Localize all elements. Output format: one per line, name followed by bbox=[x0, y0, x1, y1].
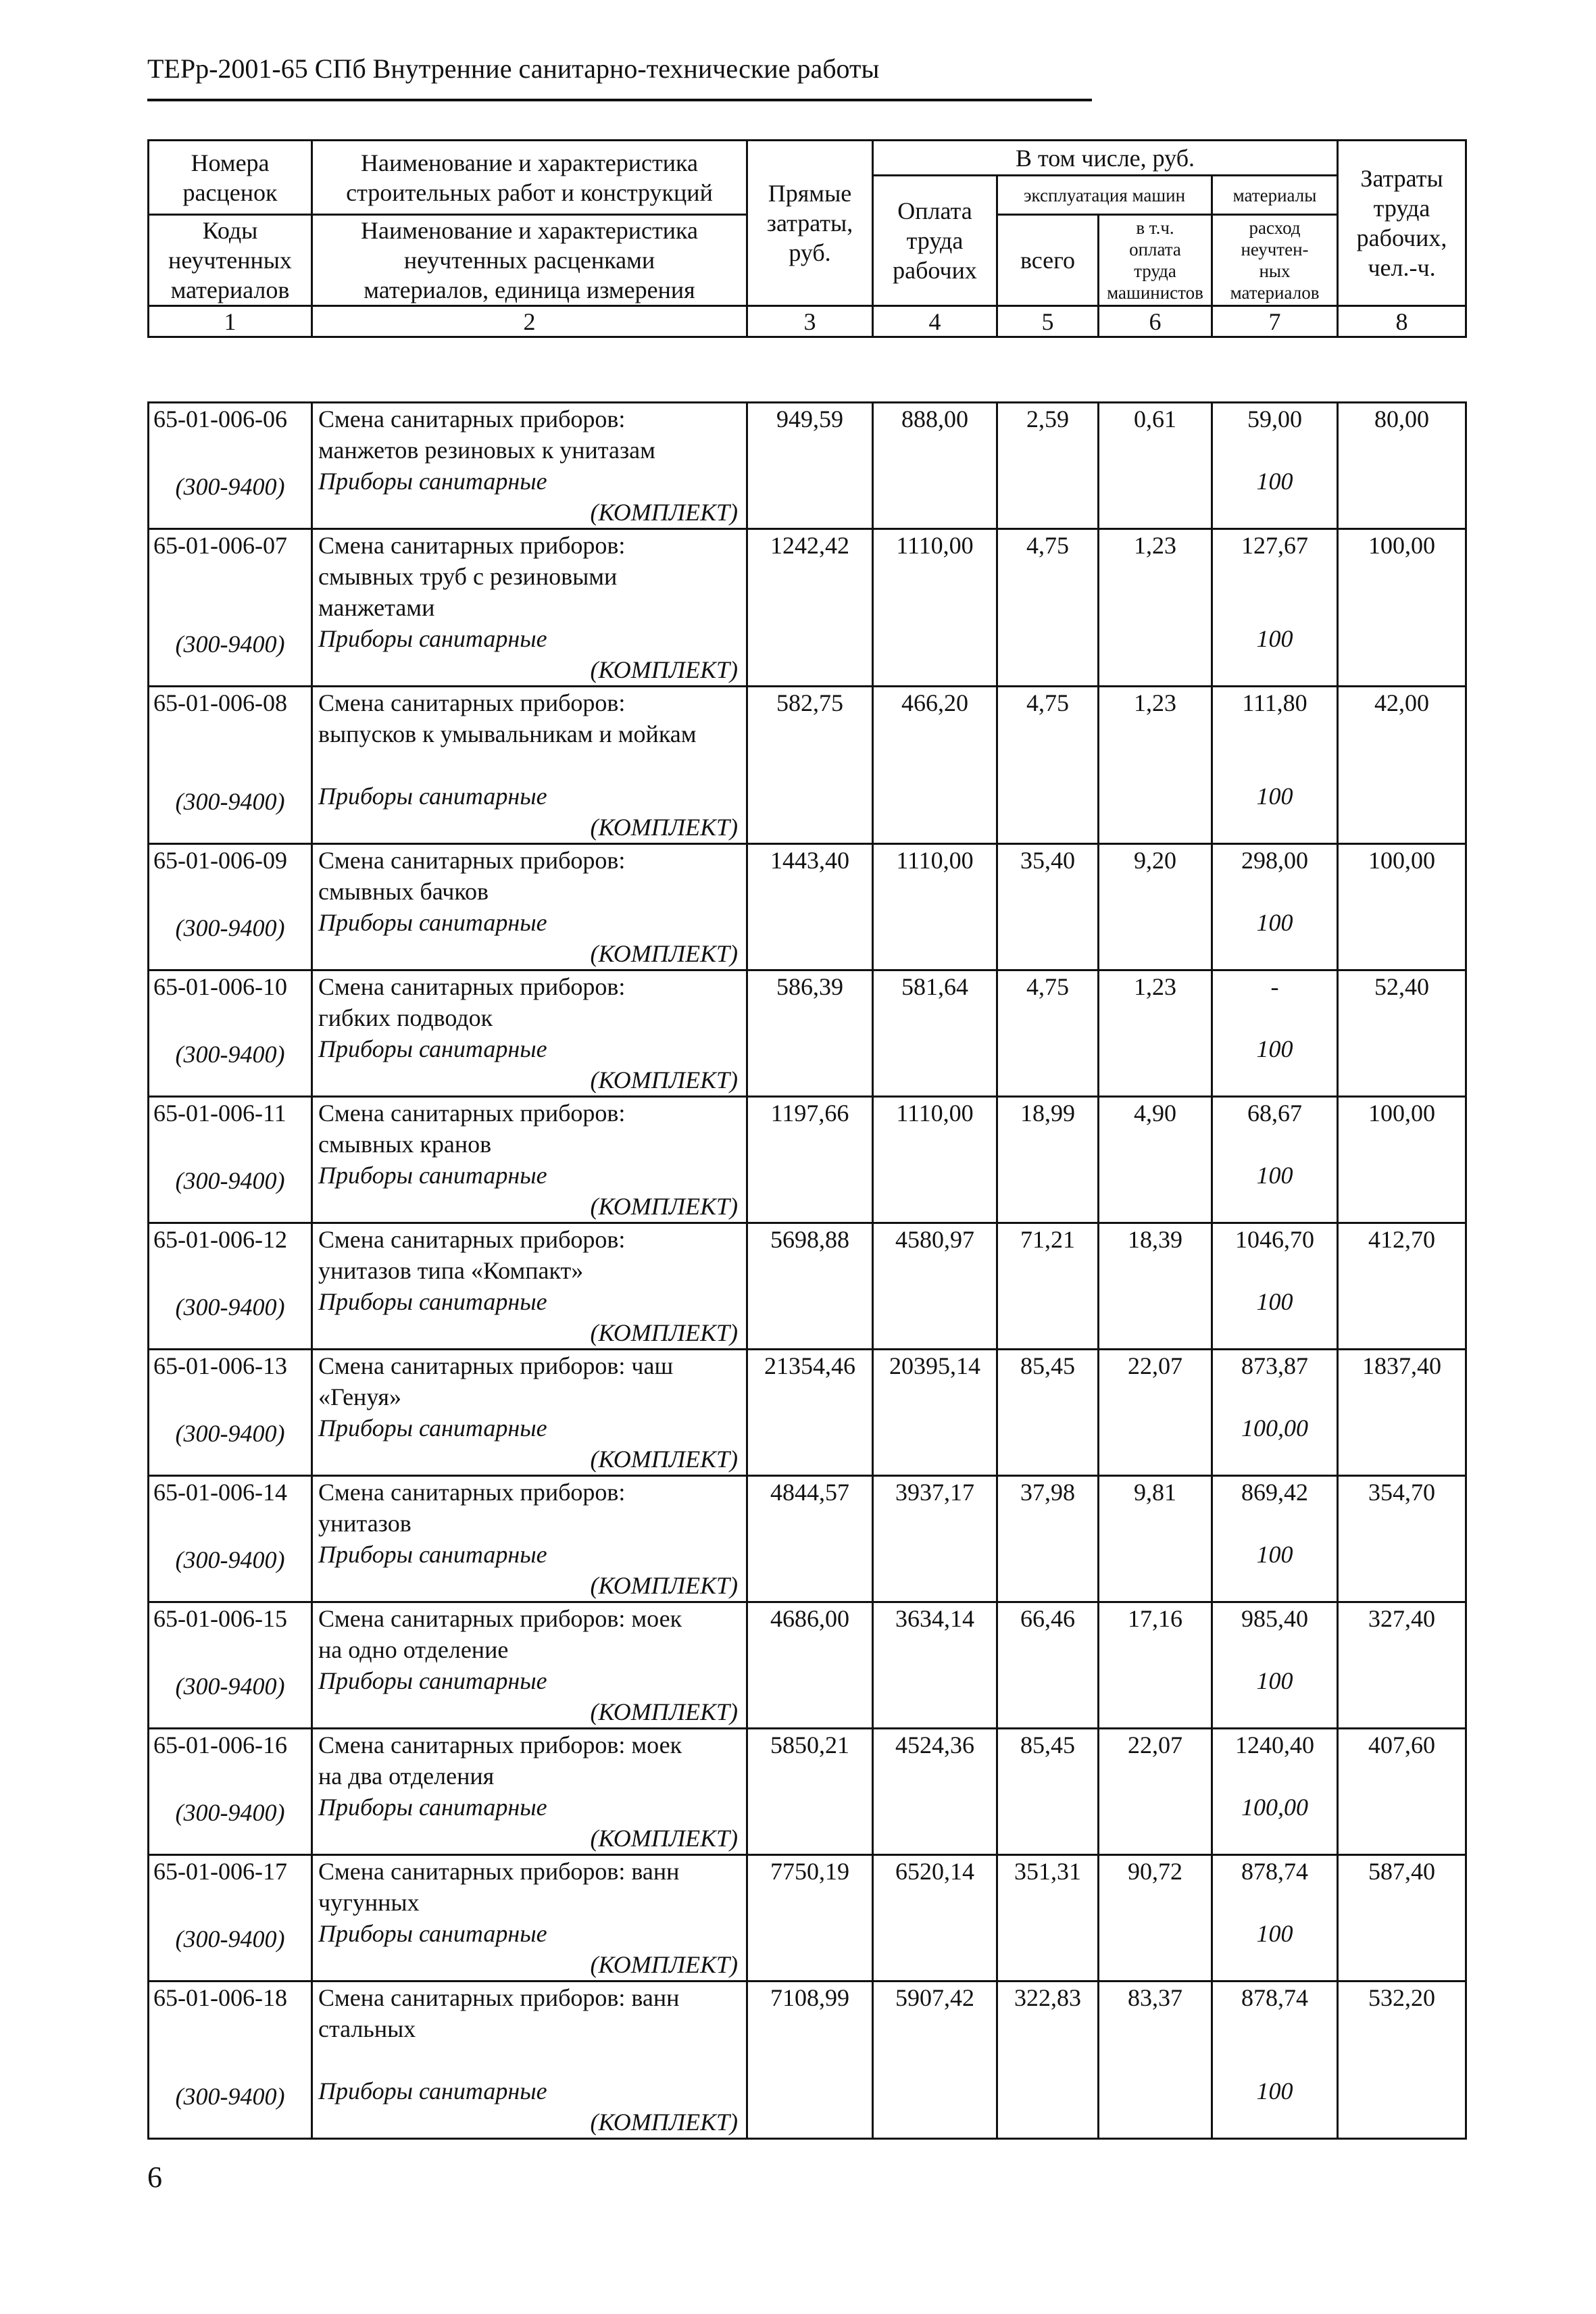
operator-pay: 1,23 bbox=[1099, 970, 1212, 1097]
material-code: (300-9400) bbox=[175, 1041, 285, 1068]
material-code: (300-9400) bbox=[175, 914, 285, 941]
materials-cell bbox=[1212, 1729, 1338, 1855]
work-description-line: «Генуя» bbox=[318, 1383, 401, 1410]
header-machines-total: всего bbox=[997, 215, 1099, 306]
material-quantity: 100 bbox=[1256, 1288, 1293, 1315]
material-name: Приборы санитарные bbox=[318, 1794, 547, 1821]
materials-cost: 878,74 bbox=[1241, 1858, 1308, 1885]
labor-hours: 354,70 bbox=[1338, 1476, 1466, 1602]
rate-code-cell bbox=[149, 1097, 312, 1223]
material-unit: (КОМПЛЕКТ) bbox=[590, 1193, 738, 1220]
material-quantity: 100 bbox=[1256, 468, 1293, 495]
materials-cell bbox=[1212, 1855, 1338, 1981]
operator-pay: 22,07 bbox=[1099, 1350, 1212, 1476]
description-cell bbox=[312, 1855, 747, 1981]
materials-cost: 1046,70 bbox=[1235, 1226, 1314, 1253]
header-rule bbox=[147, 99, 1092, 101]
material-quantity: 100 bbox=[1256, 1541, 1293, 1568]
rate-code-cell bbox=[149, 529, 312, 687]
rate-code: 65-01-006-06 bbox=[153, 405, 287, 433]
column-number: 8 bbox=[1338, 306, 1466, 337]
work-description-line: смывных бачков bbox=[318, 878, 489, 905]
header-column-numbers bbox=[149, 306, 1466, 337]
machines-total: 66,46 bbox=[997, 1602, 1099, 1729]
rate-code-cell bbox=[149, 1602, 312, 1729]
material-code: (300-9400) bbox=[175, 631, 285, 658]
worker-pay: 4580,97 bbox=[873, 1223, 997, 1350]
operator-pay: 83,37 bbox=[1099, 1981, 1212, 2139]
materials-cost: 878,74 bbox=[1241, 1984, 1308, 2011]
labor-hours: 327,40 bbox=[1338, 1602, 1466, 1729]
rate-code: 65-01-006-16 bbox=[153, 1731, 287, 1758]
work-description-line: смывных труб с резиновыми bbox=[318, 563, 618, 590]
work-description-line: выпусков к умывальникам и мойкам bbox=[318, 720, 697, 747]
material-quantity: 100 bbox=[1256, 1035, 1293, 1062]
work-description-line: Смена санитарных приборов: моек bbox=[318, 1605, 682, 1632]
labor-hours: 100,00 bbox=[1338, 844, 1466, 970]
column-number: 7 bbox=[1212, 306, 1338, 337]
material-quantity: 100 bbox=[1256, 625, 1293, 652]
material-code: (300-9400) bbox=[175, 1673, 285, 1700]
rate-code-cell bbox=[149, 1855, 312, 1981]
materials-cost: 1240,40 bbox=[1235, 1731, 1314, 1758]
material-unit: (КОМПЛЕКТ) bbox=[590, 499, 738, 526]
materials-cell bbox=[1212, 1097, 1338, 1223]
description-cell bbox=[312, 970, 747, 1097]
material-code: (300-9400) bbox=[175, 2083, 285, 2110]
column-number: 2 bbox=[312, 306, 747, 337]
header-labor-hours: Затраты труда рабочих, чел.-ч. bbox=[1338, 141, 1466, 306]
material-name: Приборы санитарные bbox=[318, 1414, 547, 1442]
machines-total: 85,45 bbox=[997, 1729, 1099, 1855]
header-including: В том числе, руб. bbox=[873, 141, 1338, 176]
work-description-line: Смена санитарных приборов: моек bbox=[318, 1731, 682, 1758]
column-number: 5 bbox=[997, 306, 1099, 337]
labor-hours: 80,00 bbox=[1338, 403, 1466, 529]
material-name: Приборы санитарные bbox=[318, 1162, 547, 1189]
worker-pay: 581,64 bbox=[873, 970, 997, 1097]
direct-costs: 7750,19 bbox=[747, 1855, 873, 1981]
table-row bbox=[149, 403, 1466, 529]
material-name: Приборы санитарные bbox=[318, 1541, 547, 1568]
work-description-line: Смена санитарных приборов: bbox=[318, 1479, 626, 1506]
header-rate-number: Номера расценок bbox=[149, 141, 312, 215]
material-unit: (КОМПЛЕКТ) bbox=[590, 1572, 738, 1599]
header-machines: эксплуатация машин bbox=[997, 176, 1212, 215]
material-unit: (КОМПЛЕКТ) bbox=[590, 814, 738, 841]
page-number: 6 bbox=[147, 2161, 162, 2194]
material-quantity: 100 bbox=[1256, 909, 1293, 936]
header-work-name: Наименование и характеристика строительных работ и конструкций bbox=[312, 141, 747, 215]
description-cell bbox=[312, 1981, 747, 2139]
header-material-codes: Коды неучтенных материалов bbox=[149, 215, 312, 306]
rate-code: 65-01-006-14 bbox=[153, 1479, 287, 1506]
material-name: Приборы санитарные bbox=[318, 2077, 547, 2104]
table-row bbox=[149, 1097, 1466, 1223]
rate-code: 65-01-006-09 bbox=[153, 847, 287, 874]
rate-code-cell bbox=[149, 844, 312, 970]
material-code: (300-9400) bbox=[175, 1294, 285, 1321]
table-row bbox=[149, 687, 1466, 844]
work-description-line: чугунных bbox=[318, 1889, 420, 1916]
materials-cell bbox=[1212, 687, 1338, 844]
material-unit: (КОМПЛЕКТ) bbox=[590, 1319, 738, 1346]
material-quantity: 100,00 bbox=[1241, 1794, 1308, 1821]
labor-hours: 532,20 bbox=[1338, 1981, 1466, 2139]
work-description-line: Смена санитарных приборов: bbox=[318, 847, 626, 874]
rate-code-cell bbox=[149, 970, 312, 1097]
machines-total: 4,75 bbox=[997, 687, 1099, 844]
operator-pay: 4,90 bbox=[1099, 1097, 1212, 1223]
work-description-line: Смена санитарных приборов: bbox=[318, 405, 626, 433]
direct-costs: 582,75 bbox=[747, 687, 873, 844]
header-material-consumption: расход неучтен- ных материалов bbox=[1212, 215, 1338, 306]
worker-pay: 3634,14 bbox=[873, 1602, 997, 1729]
operator-pay: 1,23 bbox=[1099, 687, 1212, 844]
labor-hours: 52,40 bbox=[1338, 970, 1466, 1097]
table-row bbox=[149, 1350, 1466, 1476]
material-name: Приборы санитарные bbox=[318, 625, 547, 652]
table-row bbox=[149, 529, 1466, 687]
description-cell bbox=[312, 1602, 747, 1729]
worker-pay: 1110,00 bbox=[873, 529, 997, 687]
materials-cost: 111,80 bbox=[1242, 689, 1307, 716]
table-row bbox=[149, 1729, 1466, 1855]
work-description-line: Смена санитарных приборов: bbox=[318, 689, 626, 716]
labor-hours: 42,00 bbox=[1338, 687, 1466, 844]
description-cell bbox=[312, 529, 747, 687]
work-description-line: манжетами bbox=[318, 594, 435, 621]
work-description-line: стальных bbox=[318, 2015, 416, 2042]
operator-pay: 0,61 bbox=[1099, 403, 1212, 529]
worker-pay: 1110,00 bbox=[873, 844, 997, 970]
materials-cost: 298,00 bbox=[1241, 847, 1308, 874]
material-name: Приборы санитарные bbox=[318, 1920, 547, 1947]
description-cell bbox=[312, 687, 747, 844]
machines-total: 35,40 bbox=[997, 844, 1099, 970]
rate-code: 65-01-006-15 bbox=[153, 1605, 287, 1632]
material-unit: (КОМПЛЕКТ) bbox=[590, 940, 738, 967]
material-quantity: 100 bbox=[1256, 2077, 1293, 2104]
material-name: Приборы санитарные bbox=[318, 468, 547, 495]
machines-total: 4,75 bbox=[997, 529, 1099, 687]
work-description-line: Смена санитарных приборов: bbox=[318, 1226, 626, 1253]
work-description-line: унитазов bbox=[318, 1510, 412, 1537]
operator-pay: 90,72 bbox=[1099, 1855, 1212, 1981]
rate-code: 65-01-006-18 bbox=[153, 1984, 287, 2011]
operator-pay: 9,81 bbox=[1099, 1476, 1212, 1602]
direct-costs: 1443,40 bbox=[747, 844, 873, 970]
material-unit: (КОМПЛЕКТ) bbox=[590, 2109, 738, 2136]
worker-pay: 3937,17 bbox=[873, 1476, 997, 1602]
labor-hours: 407,60 bbox=[1338, 1729, 1466, 1855]
work-description-line: на одно отделение bbox=[318, 1636, 509, 1663]
rate-code-cell bbox=[149, 1223, 312, 1350]
column-number: 6 bbox=[1099, 306, 1212, 337]
materials-cost: 127,67 bbox=[1241, 532, 1308, 559]
worker-pay: 4524,36 bbox=[873, 1729, 997, 1855]
work-description-line: манжетов резиновых к унитазам bbox=[318, 437, 655, 464]
materials-cell bbox=[1212, 403, 1338, 529]
operator-pay: 1,23 bbox=[1099, 529, 1212, 687]
work-description-line bbox=[318, 2044, 746, 2075]
worker-pay: 888,00 bbox=[873, 403, 997, 529]
materials-cost: 869,42 bbox=[1241, 1479, 1308, 1506]
labor-hours: 100,00 bbox=[1338, 1097, 1466, 1223]
header-operator-pay: в т.ч. оплата труда машинистов bbox=[1099, 215, 1212, 306]
worker-pay: 20395,14 bbox=[873, 1350, 997, 1476]
table-row bbox=[149, 1223, 1466, 1350]
materials-cell bbox=[1212, 529, 1338, 687]
material-unit: (КОМПЛЕКТ) bbox=[590, 1446, 738, 1473]
material-name: Приборы санитарные bbox=[318, 909, 547, 936]
material-quantity: 100,00 bbox=[1241, 1414, 1308, 1442]
materials-cost: 985,40 bbox=[1241, 1605, 1308, 1632]
rate-code: 65-01-006-11 bbox=[153, 1100, 286, 1127]
materials-cost: - bbox=[1270, 973, 1279, 1000]
machines-total: 71,21 bbox=[997, 1223, 1099, 1350]
rate-code: 65-01-006-13 bbox=[153, 1352, 287, 1379]
rate-code: 65-01-006-07 bbox=[153, 532, 287, 559]
direct-costs: 5698,88 bbox=[747, 1223, 873, 1350]
material-name: Приборы санитарные bbox=[318, 1667, 547, 1694]
header-worker-pay: Оплата труда рабочих bbox=[873, 176, 997, 306]
rate-code-cell bbox=[149, 687, 312, 844]
material-unit: (КОМПЛЕКТ) bbox=[590, 656, 738, 683]
machines-total: 2,59 bbox=[997, 403, 1099, 529]
worker-pay: 5907,42 bbox=[873, 1981, 997, 2139]
column-number: 4 bbox=[873, 306, 997, 337]
material-unit: (КОМПЛЕКТ) bbox=[590, 1951, 738, 1978]
rate-code-cell bbox=[149, 403, 312, 529]
rate-code-cell bbox=[149, 1981, 312, 2139]
operator-pay: 22,07 bbox=[1099, 1729, 1212, 1855]
material-name: Приборы санитарные bbox=[318, 1288, 547, 1315]
worker-pay: 1110,00 bbox=[873, 1097, 997, 1223]
work-description-line: унитазов типа «Компакт» bbox=[318, 1257, 584, 1284]
worker-pay: 466,20 bbox=[873, 687, 997, 844]
materials-cell bbox=[1212, 1350, 1338, 1476]
rate-code-cell bbox=[149, 1729, 312, 1855]
rates-table bbox=[147, 401, 1467, 2140]
table-row bbox=[149, 970, 1466, 1097]
table-row bbox=[149, 1602, 1466, 1729]
table-row bbox=[149, 844, 1466, 970]
material-code: (300-9400) bbox=[175, 788, 285, 815]
machines-total: 4,75 bbox=[997, 970, 1099, 1097]
materials-cost: 68,67 bbox=[1247, 1100, 1302, 1127]
material-code: (300-9400) bbox=[175, 1167, 285, 1194]
materials-cell bbox=[1212, 970, 1338, 1097]
worker-pay: 6520,14 bbox=[873, 1855, 997, 1981]
description-cell bbox=[312, 1350, 747, 1476]
material-quantity: 100 bbox=[1256, 1162, 1293, 1189]
work-description-line: Смена санитарных приборов: bbox=[318, 532, 626, 559]
table-row bbox=[149, 1855, 1466, 1981]
machines-total: 351,31 bbox=[997, 1855, 1099, 1981]
table-row bbox=[149, 1476, 1466, 1602]
labor-hours: 412,70 bbox=[1338, 1223, 1466, 1350]
direct-costs: 949,59 bbox=[747, 403, 873, 529]
material-unit: (КОМПЛЕКТ) bbox=[590, 1698, 738, 1725]
machines-total: 322,83 bbox=[997, 1981, 1099, 2139]
direct-costs: 21354,46 bbox=[747, 1350, 873, 1476]
labor-hours: 1837,40 bbox=[1338, 1350, 1466, 1476]
machines-total: 85,45 bbox=[997, 1350, 1099, 1476]
work-description-line: Смена санитарных приборов: bbox=[318, 973, 626, 1000]
table-header bbox=[147, 139, 1467, 338]
work-description-line: Смена санитарных приборов: bbox=[318, 1100, 626, 1127]
materials-cost: 59,00 bbox=[1247, 405, 1302, 433]
labor-hours: 587,40 bbox=[1338, 1855, 1466, 1981]
material-code: (300-9400) bbox=[175, 1799, 285, 1826]
direct-costs: 1197,66 bbox=[747, 1097, 873, 1223]
direct-costs: 4686,00 bbox=[747, 1602, 873, 1729]
page-header-title: ТЕРр-2001-65 СПб Внутренние санитарно-технические работы bbox=[147, 53, 880, 84]
work-description-line: Смена санитарных приборов: чаш bbox=[318, 1352, 674, 1379]
rate-code: 65-01-006-10 bbox=[153, 973, 287, 1000]
material-code: (300-9400) bbox=[175, 1420, 285, 1447]
operator-pay: 18,39 bbox=[1099, 1223, 1212, 1350]
material-code: (300-9400) bbox=[175, 473, 285, 500]
materials-cost: 873,87 bbox=[1241, 1352, 1308, 1379]
work-description-line: на два отделения bbox=[318, 1763, 495, 1790]
rate-code: 65-01-006-12 bbox=[153, 1226, 287, 1253]
description-cell bbox=[312, 403, 747, 529]
labor-hours: 100,00 bbox=[1338, 529, 1466, 687]
description-cell bbox=[312, 1476, 747, 1602]
rate-code-cell bbox=[149, 1476, 312, 1602]
work-description-line: гибких подводок bbox=[318, 1004, 493, 1031]
header-materials: материалы bbox=[1212, 176, 1338, 215]
materials-cell bbox=[1212, 1223, 1338, 1350]
material-code: (300-9400) bbox=[175, 1546, 285, 1573]
direct-costs: 1242,42 bbox=[747, 529, 873, 687]
direct-costs: 7108,99 bbox=[747, 1981, 873, 2139]
materials-cell bbox=[1212, 1981, 1338, 2139]
material-quantity: 100 bbox=[1256, 783, 1293, 810]
description-cell bbox=[312, 1223, 747, 1350]
rate-code-cell bbox=[149, 1350, 312, 1476]
header-direct-costs: Прямые затраты, руб. bbox=[747, 141, 873, 306]
materials-cell bbox=[1212, 1476, 1338, 1602]
materials-cell bbox=[1212, 844, 1338, 970]
operator-pay: 17,16 bbox=[1099, 1602, 1212, 1729]
material-name: Приборы санитарные bbox=[318, 783, 547, 810]
work-description-line: Смена санитарных приборов: ванн bbox=[318, 1984, 680, 2011]
direct-costs: 4844,57 bbox=[747, 1476, 873, 1602]
machines-total: 18,99 bbox=[997, 1097, 1099, 1223]
description-cell bbox=[312, 844, 747, 970]
operator-pay: 9,20 bbox=[1099, 844, 1212, 970]
header-material-name: Наименование и характеристика неучтенных расценками материалов, единица измерения bbox=[312, 215, 747, 306]
direct-costs: 586,39 bbox=[747, 970, 873, 1097]
work-description-line bbox=[318, 749, 746, 781]
work-description-line: Смена санитарных приборов: ванн bbox=[318, 1858, 680, 1885]
material-name: Приборы санитарные bbox=[318, 1035, 547, 1062]
material-quantity: 100 bbox=[1256, 1920, 1293, 1947]
description-cell bbox=[312, 1097, 747, 1223]
work-description-line: смывных кранов bbox=[318, 1131, 492, 1158]
material-quantity: 100 bbox=[1256, 1667, 1293, 1694]
table-row bbox=[149, 1981, 1466, 2139]
materials-cell bbox=[1212, 1602, 1338, 1729]
description-cell bbox=[312, 1729, 747, 1855]
direct-costs: 5850,21 bbox=[747, 1729, 873, 1855]
column-number: 3 bbox=[747, 306, 873, 337]
rate-code: 65-01-006-17 bbox=[153, 1858, 287, 1885]
rate-code: 65-01-006-08 bbox=[153, 689, 287, 716]
machines-total: 37,98 bbox=[997, 1476, 1099, 1602]
material-code: (300-9400) bbox=[175, 1925, 285, 1952]
column-number: 1 bbox=[149, 306, 312, 337]
material-unit: (КОМПЛЕКТ) bbox=[590, 1066, 738, 1093]
material-unit: (КОМПЛЕКТ) bbox=[590, 1825, 738, 1852]
